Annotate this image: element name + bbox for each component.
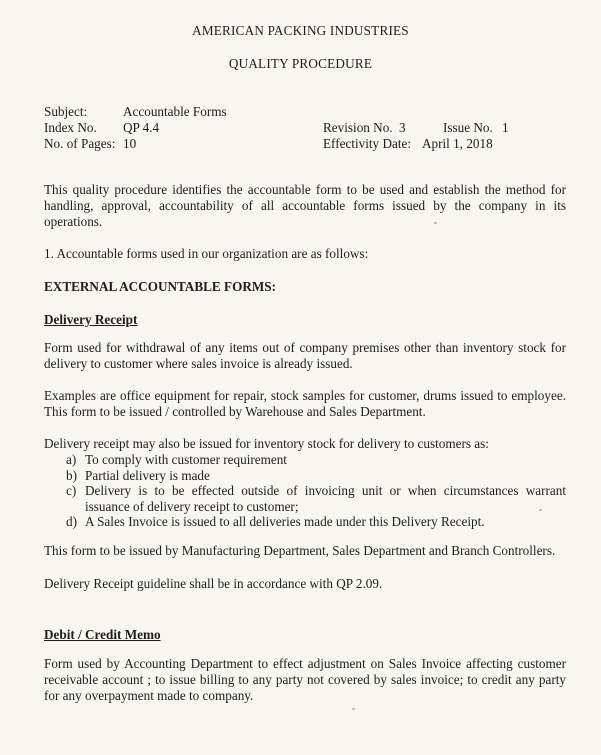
pages-label: No. of Pages: bbox=[44, 136, 116, 151]
delivery-receipt-p1: Form used for withdrawal of any items out of company premises other than inventory stock for delivery to customer where sales invoice is already issued. bbox=[44, 340, 566, 371]
delivery-receipt-p2: Examples are office equipment for repair, stock samples for customer, drums issued to employee. This form to be issued / controlled by Warehouse and Sales Department. bbox=[44, 388, 566, 419]
delivery-conditions-list bbox=[66, 452, 566, 530]
list-item bbox=[66, 483, 566, 514]
delivery-receipt-heading: Delivery Receipt bbox=[44, 312, 138, 327]
list-item bbox=[66, 468, 566, 484]
list-item-text: A Sales Invoice is issued to all deliveries made under this Delivery Receipt. bbox=[85, 514, 485, 529]
intro-paragraph: This quality procedure identifies the accountable form to be used and establish the method for handling, approval, accountability of all accountable forms issued by the company in its operations. bbox=[44, 182, 566, 229]
scan-speck bbox=[539, 509, 542, 511]
item-1: 1. Accountable forms used in our organization are as follows: bbox=[44, 246, 369, 261]
subject-value: Accountable Forms bbox=[123, 104, 227, 119]
external-forms-heading: EXTERNAL ACCOUNTABLE FORMS: bbox=[44, 279, 277, 294]
pages-value: 10 bbox=[123, 136, 137, 151]
issue-value: 1 bbox=[502, 120, 509, 135]
list-item-text: To comply with customer requirement bbox=[85, 452, 287, 467]
revision-label: Revision No. bbox=[323, 120, 393, 135]
list-marker: b) bbox=[66, 467, 77, 483]
list-item bbox=[66, 452, 566, 468]
delivery-receipt-p4: This form to be issued by Manufacturing Department, Sales Department and Branch Controllers. bbox=[44, 543, 556, 558]
list-marker: c) bbox=[66, 483, 77, 498]
effectivity-label: Effectivity Date: bbox=[323, 136, 412, 151]
subject-label: Subject: bbox=[44, 104, 88, 119]
delivery-receipt-p5: Delivery Receipt guideline shall be in accordance with QP 2.09. bbox=[44, 576, 383, 591]
debit-credit-heading: Debit / Credit Memo bbox=[44, 627, 161, 642]
index-value: QP 4.4 bbox=[123, 120, 160, 135]
issue-label: Issue No. bbox=[443, 120, 493, 135]
index-label: Index No. bbox=[44, 120, 97, 135]
scan-speck bbox=[434, 222, 437, 224]
document-type: QUALITY PROCEDURE bbox=[228, 56, 373, 71]
list-item bbox=[66, 514, 566, 530]
list-marker: d) bbox=[66, 514, 77, 529]
list-item-text: Delivery is to be effected outside of invoicing unit or when circumstances warrant issuance of delivery receipt to customer; bbox=[85, 483, 566, 514]
company-name: AMERICAN PACKING INDUSTRIES bbox=[192, 23, 409, 38]
delivery-receipt-p3: Delivery receipt may also be issued for inventory stock for delivery to customers as: bbox=[44, 436, 489, 451]
effectivity-value: April 1, 2018 bbox=[422, 136, 493, 151]
debit-credit-p1: Form used by Accounting Department to effect adjustment on Sales Invoice affecting customer receivable account ; to issue billing to any party not covered by sales invoice; to credit any party for any overpayment made to company. bbox=[44, 656, 566, 703]
scan-speck bbox=[352, 708, 355, 710]
list-item-text: Partial delivery is made bbox=[85, 467, 210, 483]
list-marker: a) bbox=[66, 452, 77, 467]
revision-value: 3 bbox=[399, 120, 406, 135]
